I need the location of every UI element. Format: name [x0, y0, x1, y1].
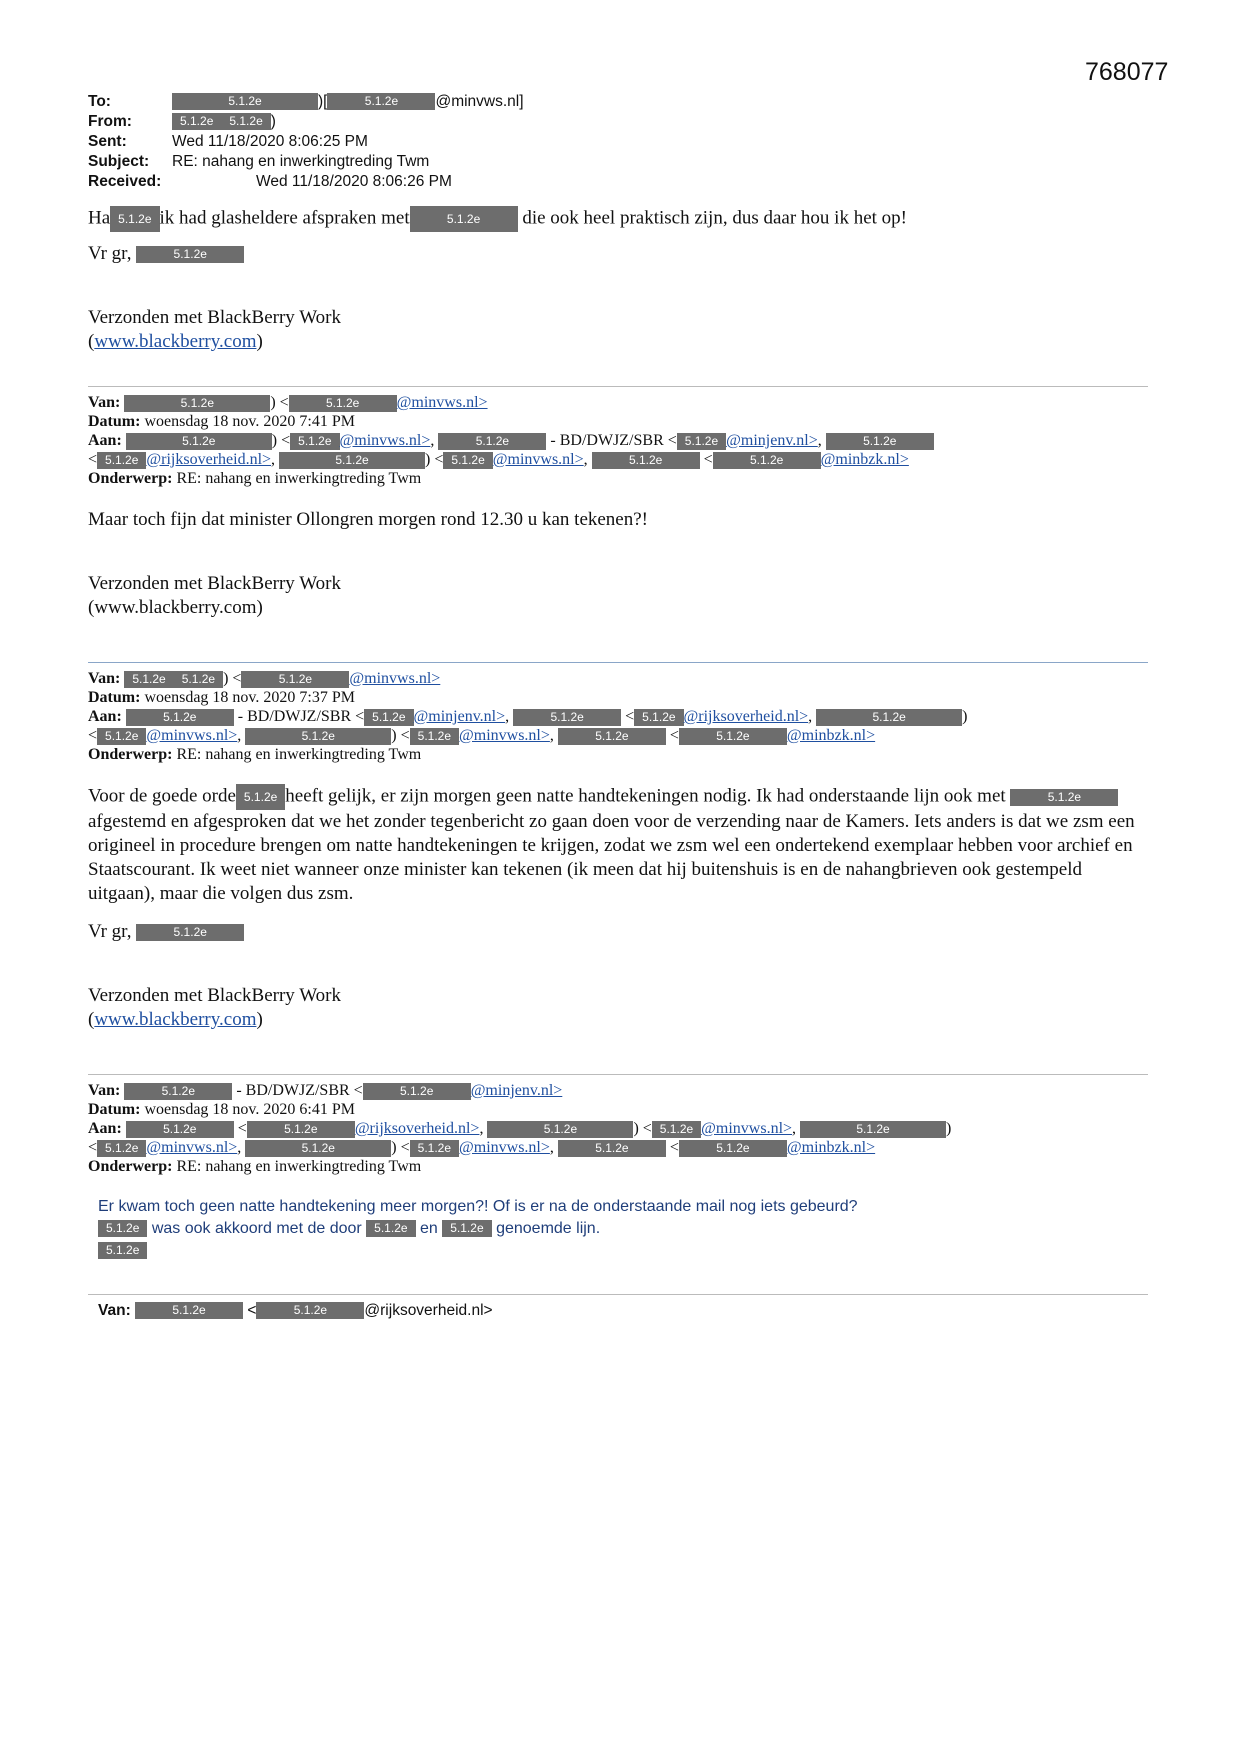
sent-value: Wed 11/18/2020 8:06:25 PM — [172, 133, 368, 150]
datum-value: woensdag 18 nov. 2020 7:37 PM — [144, 689, 355, 706]
redacted: 5.1.2e — [221, 113, 270, 130]
sent-label: Sent: — [88, 133, 127, 150]
message-text: Maar toch fijn dat minister Ollongren morgen rond 12.30 u kan tekenen?! — [88, 509, 648, 530]
email-link[interactable]: @minvws.nl> — [459, 1139, 550, 1156]
email-link[interactable]: @minjenv.nl> — [470, 1082, 563, 1099]
onderwerp-value: RE: nahang en inwerkingtreding Twm — [176, 470, 422, 487]
text: die ook heel praktisch zijn, dus daar hou ik het op! — [522, 207, 907, 229]
redacted: 5.1.2e — [124, 395, 270, 412]
redacted: 5.1.2e — [442, 1220, 491, 1237]
redacted: 5.1.2e — [826, 433, 934, 450]
text: ik had glasheldere afspraken met — [159, 207, 410, 229]
redacted: 5.1.2e — [241, 671, 349, 688]
aan-label: Aan: — [88, 1120, 122, 1137]
redacted: 5.1.2e — [174, 671, 223, 688]
text: genoemde lijn. — [496, 1220, 601, 1237]
blackberry-link[interactable]: www.blackberry.com — [94, 331, 257, 352]
redacted: 5.1.2e — [136, 924, 244, 941]
redacted: 5.1.2e — [136, 246, 244, 263]
document-number: 768077 — [1085, 58, 1169, 86]
subject-label: Subject: — [88, 153, 150, 170]
onderwerp-value: RE: nahang en inwerkingtreding Twm — [176, 746, 422, 763]
van-label: Van: — [88, 670, 121, 687]
datum-value: woensdag 18 nov. 2020 7:41 PM — [144, 413, 355, 430]
onderwerp-label: Onderwerp: — [88, 470, 173, 487]
text: heeft gelijk, er zijn morgen geen natte handtekeningen nodig. Ik had onderstaande lijn ook met — [285, 785, 1006, 807]
message-4-body — [88, 1196, 1148, 1262]
redacted: 5.1.2e — [410, 728, 459, 745]
redacted: 5.1.2e — [558, 1140, 666, 1157]
redacted: 5.1.2e — [98, 1220, 147, 1237]
redacted: 5.1.2e — [172, 93, 318, 110]
email-link[interactable]: @minvws.nl> — [459, 727, 550, 744]
redacted: 5.1.2e — [487, 1121, 633, 1138]
redacted: 5.1.2e — [126, 1121, 234, 1138]
subject-value: RE: nahang en inwerkingtreding Twm — [172, 153, 430, 170]
message-2-header: Van: 5.1.2e ) < 5.1.2e @minvws.nl> Datum: woensdag 18 nov. 2020 7:41 PM Aan: 5.1.2e ) < 5.1.2e @minvws.nl>, 5.1.2e - BD/DWJZ/SBR < 5.1.2e @minjenv.nl>, 5.1.2e < 5.1.2e @rijksoverheid.nl>, 5.1.2e ) < 5.1.2e @minvws.nl>, 5.1.2e < 5.1.2e @minbzk.nl> Onderwerp: RE: nahang en inwerkingtreding Twm — [88, 393, 1148, 488]
received-label: Received: — [88, 173, 162, 190]
redacted: 5.1.2e — [558, 728, 666, 745]
datum-value: woensdag 18 nov. 2020 6:41 PM — [144, 1101, 355, 1118]
redacted: 5.1.2e — [363, 1083, 471, 1100]
redacted: 5.1.2e — [135, 1302, 243, 1319]
redacted: 5.1.2e — [679, 728, 787, 745]
redacted: 5.1.2e — [816, 709, 962, 726]
datum-label: Datum: — [88, 1101, 141, 1118]
divider — [88, 386, 1148, 387]
redacted: 5.1.2e — [290, 433, 339, 450]
from-label: From: — [88, 113, 132, 130]
onderwerp-value: RE: nahang en inwerkingtreding Twm — [176, 1158, 422, 1175]
email-link[interactable]: @rijksoverheid.nl> — [683, 708, 809, 725]
redacted: 5.1.2e — [98, 1242, 147, 1259]
message-1-body: Ha 5.1.2e ik had glasheldere afspraken met 5.1.2e die ook heel praktisch zijn, dus daar hou ik het op! Vr gr, 5.1.2e Verzonden met BlackBerry Work (www.blackberry.com) — [88, 206, 1148, 354]
redacted: 5.1.2e — [256, 1302, 364, 1319]
org-text: - BD/DWJZ/SBR < — [236, 1082, 363, 1099]
redacted: 5.1.2e — [97, 452, 146, 469]
redacted: 5.1.2e — [97, 728, 146, 745]
email-link[interactable]: @minvws.nl> — [349, 670, 441, 687]
email-thread — [88, 92, 1148, 1321]
email-link[interactable]: @minbzk.nl> — [786, 727, 876, 744]
van-label: Van: — [98, 1302, 131, 1319]
divider — [88, 1294, 1148, 1295]
redacted: 5.1.2e — [124, 671, 173, 688]
redacted: 5.1.2e — [126, 709, 234, 726]
divider — [88, 662, 1148, 663]
email-link[interactable]: @minvws.nl> — [339, 432, 431, 449]
redacted: 5.1.2e — [110, 206, 159, 232]
redacted: 5.1.2e — [1010, 789, 1118, 806]
redacted: 5.1.2e — [289, 395, 397, 412]
redacted: 5.1.2e — [126, 433, 272, 450]
sent-with: Verzonden met BlackBerry Work — [88, 985, 341, 1006]
redacted: 5.1.2e — [800, 1121, 946, 1138]
redacted: 5.1.2e — [634, 709, 683, 726]
email-link[interactable]: @minjenv.nl> — [413, 708, 506, 725]
redacted: 5.1.2e — [245, 1140, 391, 1157]
message-5-header: Van: 5.1.2e < 5.1.2e @rijksoverheid.nl> — [98, 1302, 493, 1319]
divider — [88, 1074, 1148, 1075]
datum-label: Datum: — [88, 413, 141, 430]
text: en — [420, 1220, 438, 1237]
redacted: 5.1.2e — [677, 433, 726, 450]
redacted: 5.1.2e — [327, 93, 435, 110]
datum-label: Datum: — [88, 689, 141, 706]
to-domain: @minvws.nl] — [435, 93, 524, 110]
message-4-header: Van: 5.1.2e - BD/DWJZ/SBR < 5.1.2e @minjenv.nl> Datum: woensdag 18 nov. 2020 6:41 PM Aan: 5.1.2e < 5.1.2e @rijksoverheid.nl>, 5.1.2e ) < 5.1.2e @minvws.nl>, 5.1.2e ) < 5.1.2e @minvws.nl>, 5.1.2e ) < 5.1.2e @minvws.nl>, 5.1.2e < 5.1.2e @minbzk.nl> Onderwerp: RE: nahang en inwerkingtreding Twm — [88, 1082, 952, 1175]
redacted: 5.1.2e — [124, 1083, 232, 1100]
email-link[interactable]: @minvws.nl> — [146, 727, 238, 744]
redacted: 5.1.2e — [438, 433, 546, 450]
to-label: To: — [88, 93, 111, 110]
email-link[interactable]: @minbzk.nl> — [786, 1139, 876, 1156]
text: Ha — [88, 207, 111, 229]
redacted: 5.1.2e — [97, 1140, 146, 1157]
redacted: 5.1.2e — [247, 1121, 355, 1138]
message-3-header: Van: 5.1.2e 5.1.2e ) < 5.1.2e @minvws.nl> Datum: woensdag 18 nov. 2020 7:37 PM Aan: 5.1.2e - BD/DWJZ/SBR < 5.1.2e @minjenv.nl>, 5.1.2e < 5.1.2e @rijksoverheid.nl>, 5.1.2e ) < 5.1.2e @minvws.nl>, 5.1.2e ) < 5.1.2e @minvws.nl>, 5.1.2e < 5.1.2e @minbzk.nl> Onderwerp: RE: nahang en inwerkingtreding Twm — [88, 670, 968, 763]
message-text: Er kwam toch geen natte handtekening meer morgen?! Of is er na de onderstaande mail nog iets gebeurd? — [98, 1198, 858, 1215]
text: was ook akkoord met de door — [151, 1220, 362, 1237]
email-link[interactable]: @minjenv.nl> — [726, 432, 818, 449]
redacted: 5.1.2e — [443, 452, 492, 469]
aan-label: Aan: — [88, 432, 122, 449]
aan-label: Aan: — [88, 708, 122, 725]
email-link[interactable]: @minvws.nl> — [146, 1139, 238, 1156]
van-label: Van: — [88, 394, 121, 411]
redacted: 5.1.2e — [245, 728, 391, 745]
text: afgestemd en afgesproken dat we het zonder tegenbericht zo gaan doen voor de verzending naar de Kamers. Iets anders is dat we zsm een origineel in procedure brengen om natte handtekeningen te krijgen, zodat we zsm wel een ondertekend exemplaar hebben voor archief en Staatscourant. Ik weet niet wanneer onze minister kan tekenen (ik meen dat hij buitenshuis is en de nahangbrieven ook gestempeld uitgaan), maar die volgen dus zsm. — [88, 811, 1135, 904]
redacted: 5.1.2e — [713, 452, 821, 469]
sent-with: Verzonden met BlackBerry Work — [88, 307, 341, 328]
email-link[interactable]: @rijksoverheid.nl> — [146, 451, 272, 468]
message-2-body — [88, 508, 1148, 620]
redacted: 5.1.2e — [172, 113, 221, 130]
org-text: - BD/DWJZ/SBR < — [237, 708, 365, 725]
redacted: 5.1.2e — [364, 709, 413, 726]
email-link[interactable]: @minvws.nl> — [492, 451, 584, 468]
redacted: 5.1.2e — [279, 452, 425, 469]
onderwerp-label: Onderwerp: — [88, 746, 173, 763]
text: Voor de goede orde — [88, 785, 236, 807]
redacted: 5.1.2e — [592, 452, 700, 469]
redacted: 5.1.2e — [652, 1121, 701, 1138]
redacted: 5.1.2e — [513, 709, 621, 726]
sign-off: Vr gr, — [88, 243, 132, 264]
redacted: 5.1.2e — [410, 1140, 459, 1157]
redacted: 5.1.2e — [410, 206, 518, 232]
redacted: 5.1.2e — [236, 784, 285, 810]
email-domain: @rijksoverheid.nl> — [364, 1302, 493, 1319]
onderwerp-label: Onderwerp: — [88, 1158, 173, 1175]
redacted: 5.1.2e — [679, 1140, 787, 1157]
blackberry-link-text: (www.blackberry.com) — [88, 597, 263, 618]
org-text: - BD/DWJZ/SBR < — [550, 432, 677, 449]
sign-off: Vr gr, — [88, 921, 132, 942]
sent-with: Verzonden met BlackBerry Work — [88, 573, 341, 594]
top-header: To: 5.1.2e )[ 5.1.2e @minvws.nl] From: 5.1.2e 5.1.2e ) Sent: Wed 11/18/2020 8:06:25 PM Subject: RE: nahang en inwerkingtreding Twm Received: Wed 11/18/2020 8:06:26 PM — [88, 93, 524, 190]
redacted: 5.1.2e — [366, 1220, 415, 1237]
email-link[interactable]: @minbzk.nl> — [820, 451, 909, 468]
email-link[interactable]: @rijksoverheid.nl> — [354, 1120, 480, 1137]
received-value: Wed 11/18/2020 8:06:26 PM — [256, 173, 452, 190]
email-link[interactable]: @minvws.nl> — [396, 394, 488, 411]
email-link[interactable]: @minvws.nl> — [701, 1120, 793, 1137]
message-3-body: Voor de goede orde 5.1.2e heeft gelijk, er zijn morgen geen natte handtekeningen nodig. Ik had onderstaande lijn ook met 5.1.2e afgestemd en afgesproken dat we het zonder tegenbericht zo gaan doen voor de verzending naar de Kamers. Iets anders is dat we zsm een origineel in procedure brengen om natte handtekeningen te krijgen, zodat we zsm wel een ondertekend exemplaar hebben voor archief en Staatscourant. Ik weet niet wanneer onze minister kan tekenen (ik meen dat hij buitenshuis is en de nahangbrieven ook gestempeld uitgaan), maar die volgen dus zsm. Vr gr, 5.1.2e Verzonden met BlackBerry Work (www.blackberry.com) — [88, 784, 1148, 1032]
blackberry-link[interactable]: www.blackberry.com — [94, 1009, 257, 1030]
van-label: Van: — [88, 1082, 121, 1099]
